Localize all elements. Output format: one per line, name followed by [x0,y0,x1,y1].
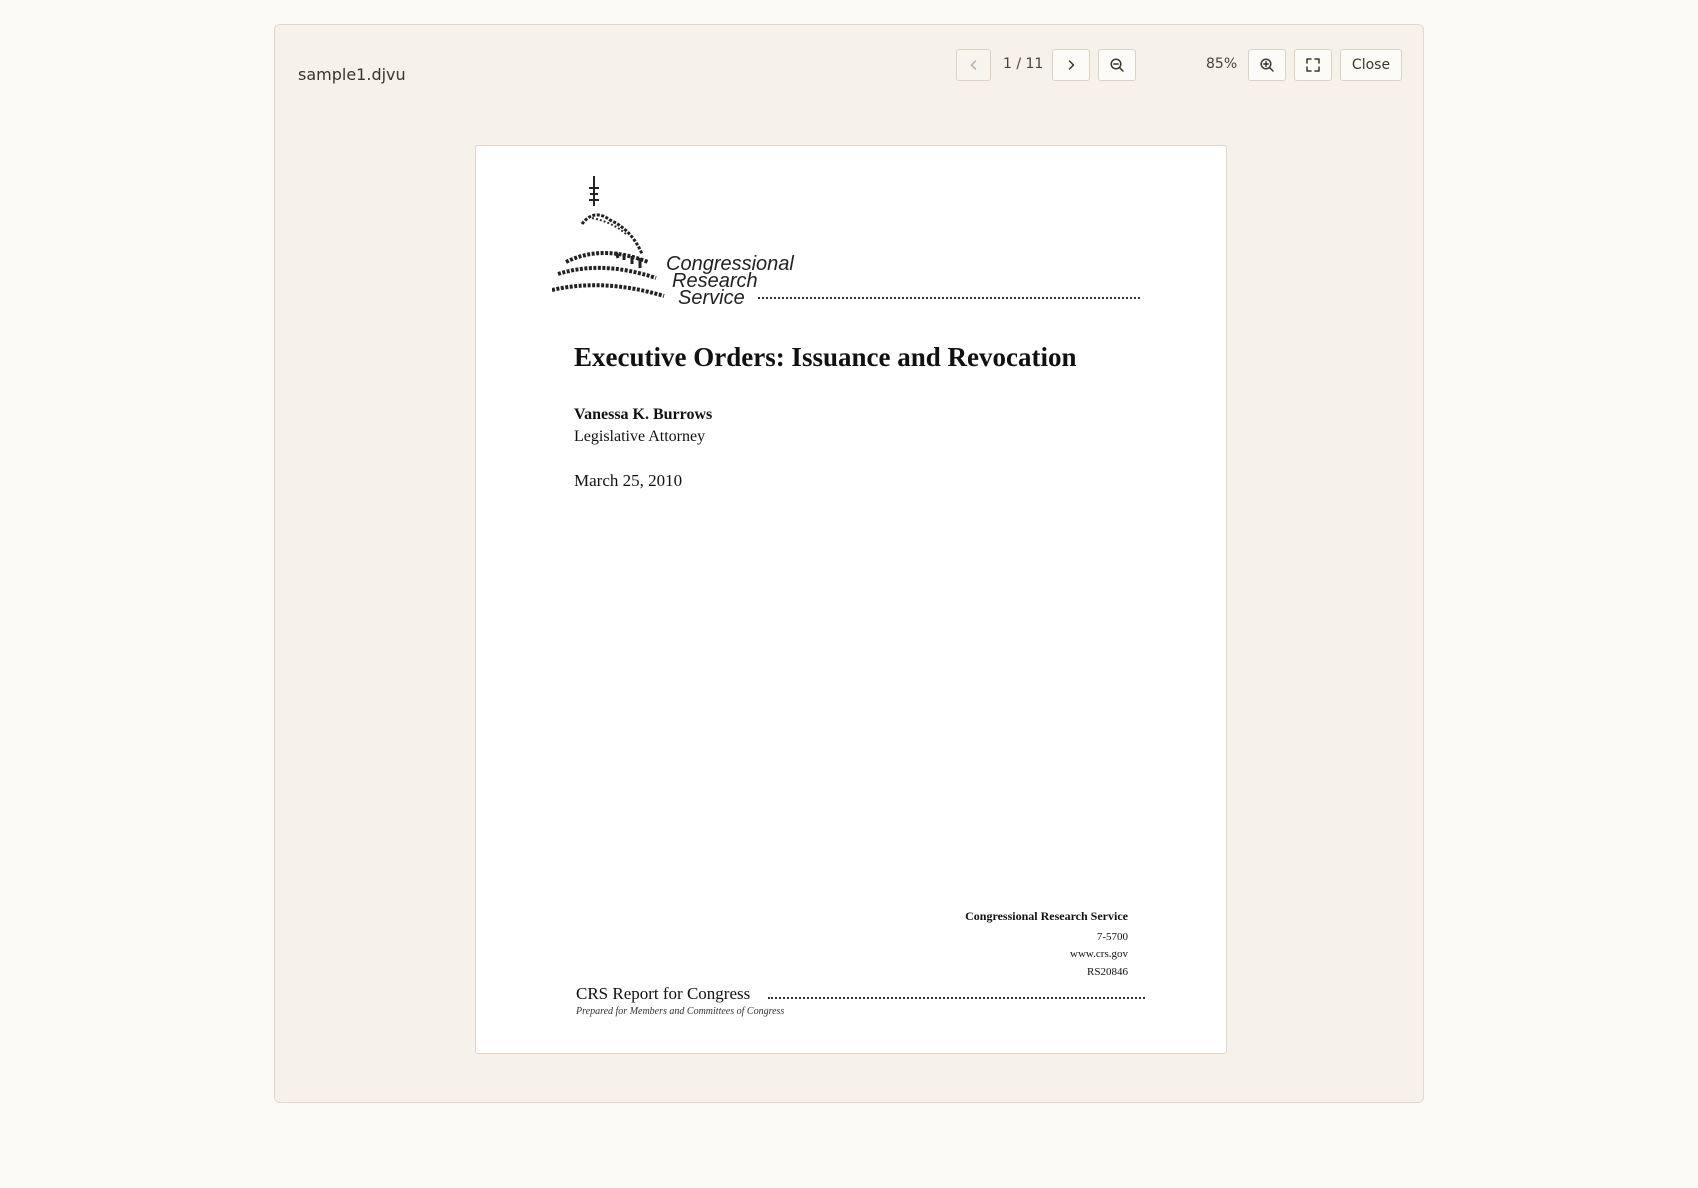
fullscreen-button[interactable] [1294,49,1332,81]
document-viewer [274,24,1424,1103]
footer-org: Congressional Research Service [965,909,1128,923]
series-title: CRS Report for Congress [576,984,751,1003]
footer-report-id: RS20846 [1087,966,1128,978]
document-title: Executive Orders: Issuance and Revocation [574,342,1077,372]
header-rule [758,297,1140,299]
previous-page-button[interactable] [956,49,991,81]
zoom-in-icon [1259,57,1275,73]
crs-logo-text [666,253,794,309]
capitol-dome-logo-icon [552,174,672,304]
next-page-button[interactable] [1052,49,1090,81]
page-indicator: 1 / 11 [1003,56,1044,72]
logo-line-research: Research [672,270,758,292]
series-subtitle: Prepared for Members and Committees of Congress [576,1006,785,1017]
footer-number: 7-5700 [1096,931,1128,943]
chevron-right-icon [1064,58,1078,72]
logo-line-service: Service [678,287,745,309]
fullscreen-icon [1305,57,1321,73]
author-role: Legislative Attorney [574,428,706,445]
logo-line-congressional: Congressional [666,253,794,275]
zoom-level: 85% [1206,56,1238,72]
document-date: March 25, 2010 [574,471,683,490]
document-page [475,145,1227,1054]
footer-rule [768,997,1145,999]
zoom-out-icon [1109,57,1125,73]
zoom-in-button[interactable] [1248,49,1286,81]
zoom-out-button[interactable] [1098,49,1136,81]
close-button[interactable]: Close [1340,49,1402,81]
footer-website: www.crs.gov [1070,948,1128,960]
chevron-left-icon [967,58,981,72]
author-name: Vanessa K. Burrows [574,406,713,423]
file-name: sample1.djvu [298,65,406,84]
